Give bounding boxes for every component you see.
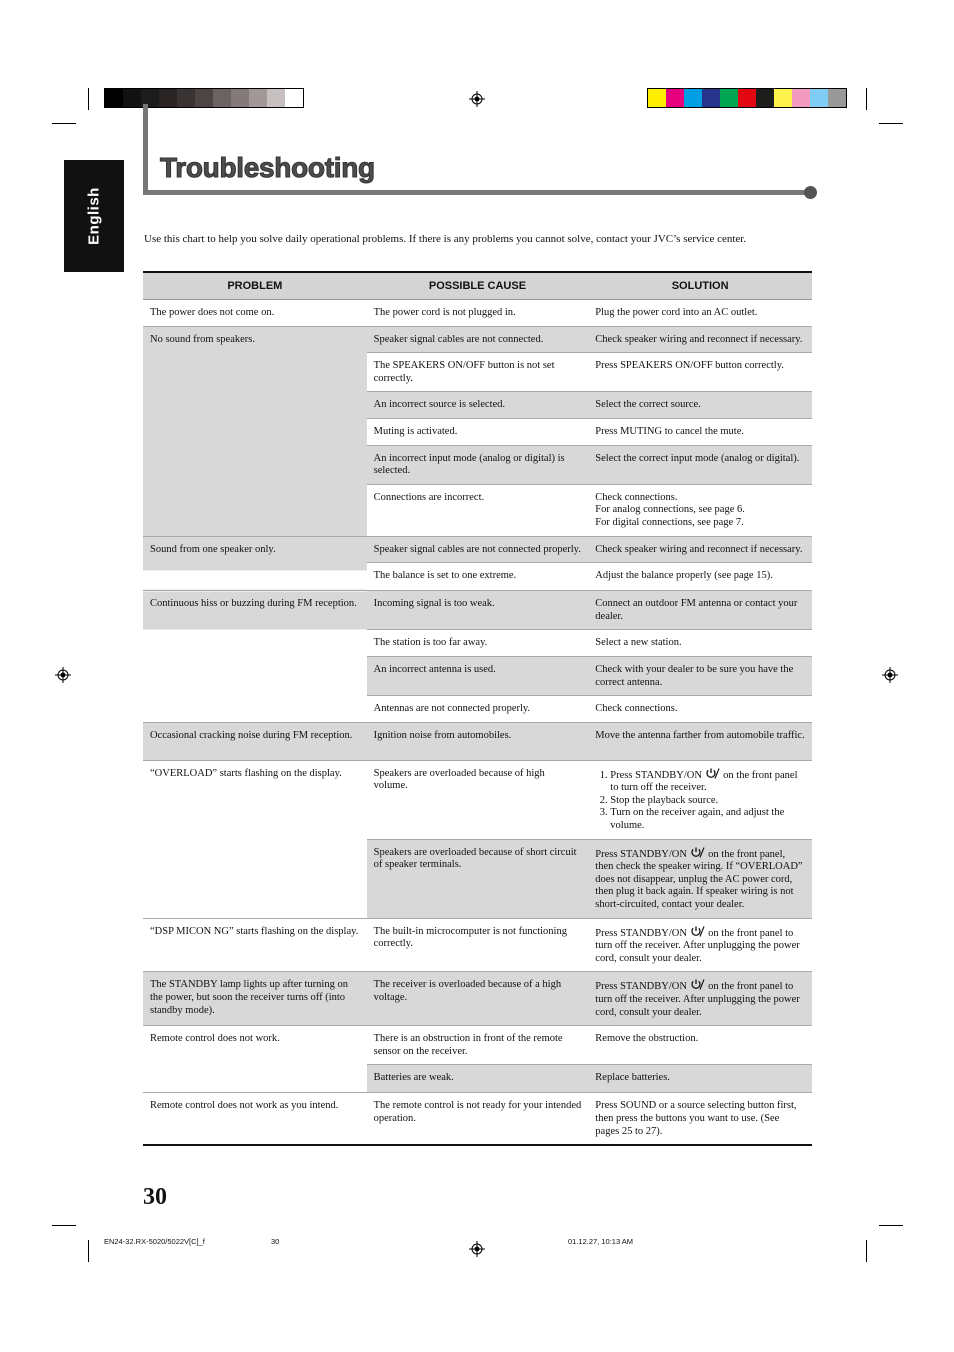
color-swatch: [267, 89, 285, 107]
title-bullet-dot: [804, 186, 817, 199]
cause-cell: Batteries are weak.: [367, 1065, 589, 1093]
problem-text: Continuous hiss or buzzing during FM reception.: [150, 598, 357, 610]
solution-cell: Select the correct source.: [588, 392, 812, 419]
solution-cell: Press SPEAKERS ON/OFF button correctly.: [588, 353, 812, 392]
table-row: [143, 591, 812, 630]
crop-mark: [52, 1225, 76, 1226]
cause-cell: Ignition noise from automobiles.: [367, 722, 589, 760]
solution-cell: [588, 760, 812, 839]
solution-cell: Press SOUND or a source selecting button first, then press the buttons you want to use. (See pages 25 to 27).: [588, 1093, 812, 1145]
crop-mark: [879, 1225, 903, 1226]
color-swatch: [285, 89, 303, 107]
cause-cell: The station is too far away.: [367, 630, 589, 657]
color-swatch: [195, 89, 213, 107]
color-swatch: [105, 89, 123, 107]
color-swatch: [702, 89, 720, 107]
solution-steps: [595, 768, 805, 833]
color-swatch: [738, 89, 756, 107]
crop-mark: [52, 123, 76, 124]
solution-step: 3. Turn on the receiver again, and adjust the volume.: [610, 807, 805, 832]
color-swatch: [249, 89, 267, 107]
cause-cell: Speaker signal cables are not connected properly.: [367, 536, 589, 563]
table-row: [143, 760, 812, 839]
crop-mark: [866, 88, 867, 110]
page-title: Troubleshooting: [160, 152, 375, 183]
cause-cell: An incorrect input mode (analog or digital) is selected.: [367, 445, 589, 484]
solution-step: 1. Press STANDBY/ON on the front panel to turn off the receiver.: [610, 768, 805, 795]
table-row: [143, 300, 812, 327]
table-row: [143, 1093, 812, 1145]
solution-line: Check connections.: [595, 491, 678, 503]
solution-cell: Select a new station.: [588, 630, 812, 657]
power-icon: [690, 979, 706, 990]
cause-cell: An incorrect antenna is used.: [367, 656, 589, 695]
solution-cell: Select the correct input mode (analog or digital).: [588, 445, 812, 484]
power-icon: [690, 847, 706, 858]
problem-cell: Remote control does not work.: [143, 1026, 367, 1093]
header-problem: PROBLEM: [143, 272, 367, 300]
table-row: [143, 972, 812, 1026]
process-color-bar: [647, 88, 847, 108]
solution-cell: Check speaker wiring and reconnect if necessary.: [588, 536, 812, 563]
cause-cell: There is an obstruction in front of the remote sensor on the receiver.: [367, 1026, 589, 1065]
solution-line: For digital connections, see page 7.: [595, 516, 744, 528]
problem-cell: The power does not come on.: [143, 300, 367, 327]
page-number: 30: [143, 1184, 167, 1210]
table-row: [143, 326, 812, 353]
color-swatch: [774, 89, 792, 107]
solution-cell: Connect an outdoor FM antenna or contact your dealer.: [588, 591, 812, 630]
color-swatch: [720, 89, 738, 107]
problem-cell: Remote control does not work as you intend.: [143, 1093, 367, 1145]
color-swatch: [213, 89, 231, 107]
color-swatch: [756, 89, 774, 107]
solution-cell: Check speaker wiring and reconnect if necessary.: [588, 326, 812, 353]
crop-mark: [88, 1240, 89, 1262]
solution-cell: Move the antenna farther from automobile traffic.: [588, 722, 812, 760]
color-swatch: [159, 89, 177, 107]
crop-mark: [866, 1240, 867, 1262]
table-row: [143, 536, 812, 563]
cause-cell: Muting is activated.: [367, 418, 589, 445]
problem-text: No sound from speakers.: [143, 327, 367, 355]
solution-cell: Press STANDBY/ON on the front panel, then check the speaker wiring. If “OVERLOAD” does not disappear, unplug the AC power cord, then plug it back again. If speaker wiring is not short-circuited, contact your dealer.: [588, 839, 812, 918]
cause-cell: The power cord is not plugged in.: [367, 300, 589, 327]
registration-mark-icon: [882, 667, 898, 683]
cause-cell: The receiver is overloaded because of a high voltage.: [367, 972, 589, 1026]
solution-cell: Press STANDBY/ON on the front panel to turn off the receiver. After unplugging the power cord, consult your dealer.: [588, 918, 812, 972]
cause-cell: The remote control is not ready for your intended operation.: [367, 1093, 589, 1145]
color-swatch: [828, 89, 846, 107]
header-solution: SOLUTION: [588, 272, 812, 300]
problem-cell: [143, 591, 367, 723]
table-row: [143, 918, 812, 972]
color-swatch: [666, 89, 684, 107]
problem-cell: [143, 326, 367, 536]
table-header-row: [143, 272, 812, 300]
crop-mark: [879, 123, 903, 124]
registration-mark-icon: [55, 667, 71, 683]
cause-cell: The balance is set to one extreme.: [367, 563, 589, 591]
solution-cell: Press MUTING to cancel the mute.: [588, 418, 812, 445]
cause-cell: Speakers are overloaded because of high volume.: [367, 760, 589, 839]
footer-timestamp: 01.12.27, 10:13 AM: [568, 1237, 634, 1246]
cause-cell: Antennas are not connected properly.: [367, 696, 589, 723]
cause-cell: Speaker signal cables are not connected.: [367, 326, 589, 353]
color-swatch: [177, 89, 195, 107]
table-row: [143, 722, 812, 760]
registration-mark-icon: [469, 91, 485, 107]
solution-cell: Adjust the balance properly (see page 15).: [588, 563, 812, 591]
cause-cell: Incoming signal is too weak.: [367, 591, 589, 630]
troubleshooting-table: [143, 271, 812, 1146]
cause-cell: Speakers are overloaded because of short circuit of speaker terminals.: [367, 839, 589, 918]
cause-cell: The SPEAKERS ON/OFF button is not set correctly.: [367, 353, 589, 392]
color-swatch: [231, 89, 249, 107]
cause-cell: Connections are incorrect.: [367, 484, 589, 536]
gray-color-bar: [104, 88, 304, 108]
crop-mark: [88, 88, 89, 110]
problem-cell: The STANDBY lamp lights up after turning on the power, but soon the receiver turns off (into standby mode).: [143, 972, 367, 1026]
header-possible-cause: POSSIBLE CAUSE: [367, 272, 589, 300]
color-swatch: [648, 89, 666, 107]
color-swatch: [123, 89, 141, 107]
solution-cell: Check with your dealer to be sure you have the correct antenna.: [588, 656, 812, 695]
problem-cell: “OVERLOAD” starts flashing on the display.: [143, 760, 367, 918]
solution-step: 2. Stop the playback source.: [610, 795, 805, 808]
color-swatch: [684, 89, 702, 107]
cause-cell: An incorrect source is selected.: [367, 392, 589, 419]
footer-file-name: EN24-32.RX-5020/5022V[C]_f: [104, 1237, 205, 1246]
solution-cell: Press STANDBY/ON on the front panel to turn off the receiver. After unplugging the power cord, consult your dealer.: [588, 972, 812, 1026]
title-frame-vertical: [143, 104, 148, 194]
registration-mark-icon: [469, 1241, 485, 1257]
table-row: [143, 1026, 812, 1065]
solution-cell: Check connections.: [588, 696, 812, 723]
power-icon: [690, 926, 706, 937]
solution-cell: Plug the power cord into an AC outlet.: [588, 300, 812, 327]
language-tab: [64, 160, 124, 272]
cause-cell: The built-in microcomputer is not functioning correctly.: [367, 918, 589, 972]
solution-cell: Replace batteries.: [588, 1065, 812, 1093]
title-frame-horizontal: [143, 190, 809, 195]
problem-text: Sound from one speaker only.: [150, 543, 276, 555]
problem-cell: [143, 536, 367, 591]
color-swatch: [792, 89, 810, 107]
intro-paragraph: Use this chart to help you solve daily operational problems. If there is any problems you cannot solve, contact your JVC’s service center.: [144, 233, 747, 245]
footer-page: 30: [271, 1237, 280, 1246]
problem-cell: Occasional cracking noise during FM reception.: [143, 722, 367, 760]
solution-cell: Remove the obstruction.: [588, 1026, 812, 1065]
language-label: English: [85, 187, 103, 245]
problem-cell: “DSP MICON NG” starts flashing on the display.: [143, 918, 367, 972]
solution-cell: [588, 484, 812, 536]
solution-line: For analog connections, see page 6.: [595, 504, 745, 516]
power-icon: [705, 768, 721, 779]
color-swatch: [810, 89, 828, 107]
